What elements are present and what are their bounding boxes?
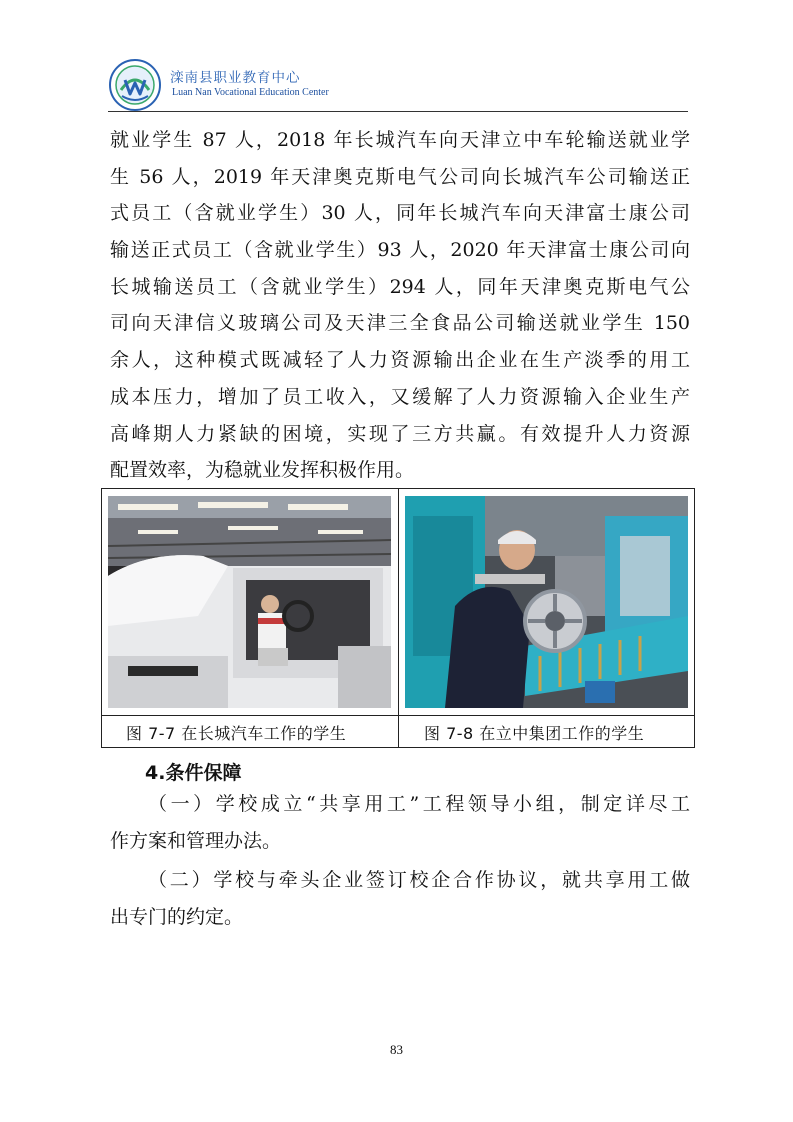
body-paragraph	[110, 862, 690, 935]
section-heading: 4.条件保障	[145, 762, 242, 784]
paragraph-line: 式员工（含就业学生）30 人，同年长城汽车向天津富士康公司	[110, 202, 690, 225]
paragraph-line: 高峰期人力紧缺的困境，实现了三方共赢。有效提升人力资源	[110, 422, 690, 445]
paragraph-line: 出专门的约定。	[110, 905, 244, 928]
figure-caption: 图 7-8 在立中集团工作的学生	[424, 724, 645, 743]
school-name-cn: 滦南县职业教育中心	[170, 70, 301, 86]
paragraph-line: 作方案和管理办法。	[110, 829, 282, 852]
paragraph-line: 输送正式员工（含就业学生）93 人，2020 年天津富士康公司向	[110, 239, 690, 262]
photo-car-factory	[108, 496, 391, 708]
school-name-en: Luan Nan Vocational Education Center	[172, 87, 329, 98]
paragraph-line: 余人，这种模式既减轻了人力资源输出企业在生产淡季的用工	[110, 349, 690, 372]
table-divider	[398, 489, 399, 747]
photo-table	[101, 488, 695, 748]
table-divider	[102, 715, 694, 716]
page-header	[108, 56, 688, 114]
school-emblem-icon	[108, 58, 162, 112]
paragraph-line: （二）学校与牵头企业签订校企合作协议，就共享用工做	[148, 869, 690, 891]
photo-wheel-factory	[405, 496, 688, 708]
paragraph-line: 成本压力，增加了员工收入，又缓解了人力资源输入企业生产	[110, 385, 690, 408]
paragraph-line: （一）学校成立“共享用工”工程领导小组，制定详尽工	[148, 793, 690, 815]
paragraph-line: 司向天津信义玻璃公司及天津三全食品公司输送就业学生 150	[110, 312, 690, 335]
paragraph-line: 配置效率，为稳就业发挥积极作用。	[110, 459, 415, 482]
paragraph-line: 生 56 人，2019 年天津奥克斯电气公司向长城汽车公司输送正	[110, 165, 690, 188]
body-paragraph	[110, 122, 690, 489]
paragraph-line: 长城输送员工（含就业学生）294 人，同年天津奥克斯电气公	[110, 275, 690, 298]
body-paragraph	[110, 786, 690, 859]
page-number: 83	[390, 1042, 403, 1057]
paragraph-line: 就业学生 87 人，2018 年长城汽车向天津立中车轮输送就业学	[110, 129, 690, 151]
header-divider	[108, 111, 688, 112]
figure-caption: 图 7-7 在长城汽车工作的学生	[126, 724, 347, 743]
